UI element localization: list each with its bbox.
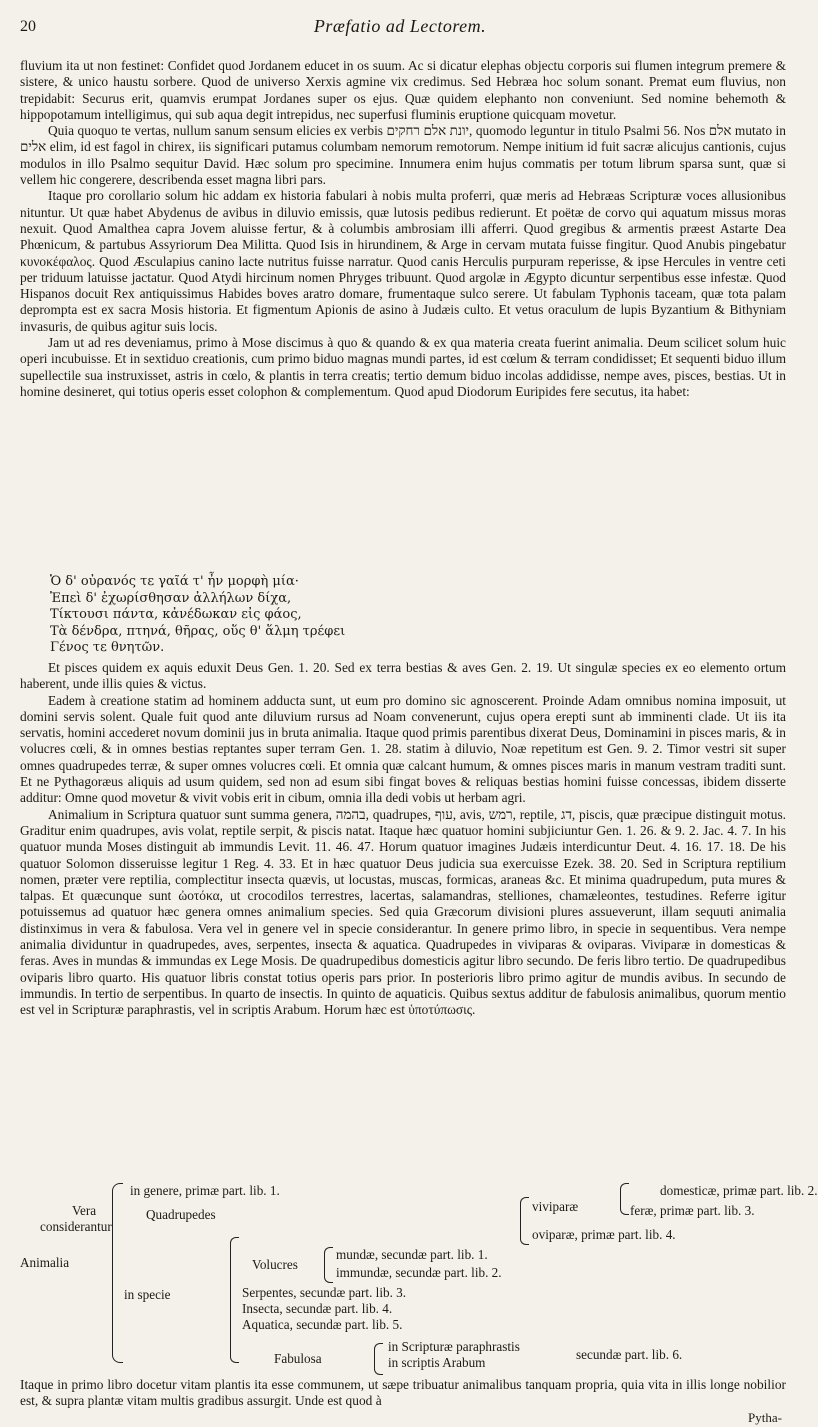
label-in-specie: in specie [124,1287,171,1302]
label-fabulosa: Fabulosa [274,1351,322,1366]
classification-scheme [20,1183,818,1373]
label-volucres: Volucres [252,1257,298,1272]
brace-volucres [324,1247,333,1283]
body-text-top [20,58,786,400]
label-considerantur: considerantur [40,1219,112,1234]
paragraph: Animalium in Scriptura quatuor sunt summa genera, בהמה, quadrupes, עוף, avis, רמש, reptile, דג, piscis, quæ præcipue distinguit motus. Graditur enim quadrupes, avis volat, reptile serpit, & piscis natat. Itaque hæc quatuor homini subjiciuntur Gen. 1. 26. & 9. 2. Jac. 4. 7. In his quatuor munda Moses distinguit ab immundis Levit. 11. 46. 47. Horum quatuor imagines Judæis interdicuntur Deut. 4. 16. 17. 18. De his quatuor Solomon disseruisse legitur 1 Reg. 4. 33. Et in hæc quatuor Deus judicia sua exercuisse Ezek. 38. 20. Sed in Scriptura reptilium nomen, præter vere reptilia, complectitur insecta quævis, ut locustas, muscas, formicas, araneas &c. Et minima quadrupedum, puta mures & talpas. Et quæcunque sunt ὠοτόκα, ut crocodilos terrestres, lacertas, salamandras, stelliones, chamæleontes, testudines. Referre igitur potuissemus ad quatuor hæc genera omnes animalium species. Sed quia Græcorum divisioni plures assueverunt, illam sequuti animalia distinximus in vera & fabulosa. Vera vel in genere vel in specie considerantur. In genere primo libro, in specie in sequentibus. Vera nempe animalia dividuntur in quadrupedes, aves, serpentes, insecta & aquatica. Quadrupedes in viviparas & oviparas. Viviparæ in domesticas & feras. Aves in mundas & immundas ex Lege Mosis. De quadrupedibus domesticis agitur libro secundo. De feris libro tertio. De quadrupedibus oviparis libro quarto. His quatuor libris constat totius operis pars prior. In posterioris libro primo agitur de mundis avibus. In secundo de immundis. In tertio de serpentibus. In quarto de insectis. In quinto de aquaticis. Quibus sextus additur de fabulosis animalibus, quorum mentio est vel in Scripturæ paraphrastis, vel in scriptis Arabum. Horum hæc est ὑποτύπωσις. [20,806,787,1018]
paragraph: Et pisces quidem ex aquis eduxit Deus Gen. 1. 20. Sed ex terra bestias & aves Gen. 2. 19. Ut singulæ species ex eo elemento ortum haberent, unde illis quies & victus. [20,660,786,692]
closing-text: Itaque in primo libro docetur vitam plantis ita esse communem, ut sæpe tribuatur animalibus tanquam propria, quia vita in illis longe nobilior est, & supra plantæ vitam multis gradibus assurgit. Unde est quod à [20,1377,786,1409]
paragraph: Itaque pro corollario solum hic addam ex historia fabulari à nobis multa proferri, quæ meris ad Hebræas Scripturæ voces allusionibus nituntur. Ut quæ habet Abydenus de avibus in diluvio emissis, quæ lutosis pedibus redierunt. Et poëtæ de corvo qui aquatum missus moras nexuit. Quod Amalthea capra Jovem aluisse fertur, & à columbis ambrosiam illi afferri. Quod gregibus & armentis præest Astarte Dea Phœnicum, & partubus Assyriorum Dea Militta. Quod Isis in hirundinem, & Arge in cervam mutata fuisse fingitur. Quod Anubis pingebatur κυνοκέφαλος. Quod Æsculapius canino lacte nutritus fuisse narratur. Quod canis Herculis purpuram reperisse, & ipse Hercules in ventre ceti per triduum latuisse jactatur. Quod Atydi hircinum nomen Phryges tribuunt. Quod argolæ in Ægypto dicuntur serpentibus esse infestæ. Quod Hispanos docuit Rex antiquissimus Habides boves aratro domare, frumentaque sulco serere. Ut fabulam Typhonis taceam, quæ tota palam deprompta est ex sacra Mosis historia. Et figmentum Apionis de asino à Judæis culto. Et vetus oraculum de lupis Byzantium & Bithyniam invasuris, de quibus agitur suis locis. [20,188,786,334]
label-in-scripturae: in Scripturæ paraphrastis [388,1339,520,1354]
brace-vivipara [620,1183,629,1215]
label-viviparae: viviparæ [532,1199,579,1214]
greek-line: Γένος τε θνητῶν. [50,640,165,655]
page-number: 20 [20,18,36,35]
label-animalia: Animalia [20,1255,70,1270]
label-in-genere: in genere, primæ part. lib. 1. [130,1183,280,1198]
label-quadrupedes: Quadrupedes [146,1207,216,1222]
paragraph: Jam ut ad res deveniamus, primo à Mose discimus à quo & quando & ex qua materia creata fuerint animalia. Deum scilicet solum huic operi incubuisse. Et in sextiduo creationis, cum primo biduo magnas mundi partes, id est cœlum & terram condidisset; Et sequenti biduo illum supellectile sua instruxisset, astris in cœlo, & plantis in terra creatis; tertio demum biduo incolas addidisse, nempe aves, pisces, bestias. Ut in homine desineret, qui totius operis esset colophon & complementum. Quod apud Diodorum Euripides fere secutus, ita habet: [20,335,786,399]
brace-quadrupedes [520,1197,529,1245]
label-oviparae: oviparæ, primæ part. lib. 4. [532,1227,676,1242]
catchword: Pytha- [748,1410,782,1425]
label-immundae: immundæ, secundæ part. lib. 2. [336,1265,502,1280]
brace-main [112,1183,123,1363]
label-ferae: feræ, primæ part. lib. 3. [630,1203,755,1218]
label-secundae-6: secundæ part. lib. 6. [576,1347,683,1362]
label-in-scriptis: in scriptis Arabum [388,1355,486,1370]
label-aquatica: Aquatica, secundæ part. lib. 5. [242,1317,403,1332]
page-header [18,10,782,34]
paragraph: Quia quoquo te vertas, nullum sanum sensum elicies ex verbis יונת אלם רחקים, quomodo leguntur in titulo Psalmi 56. Nos אלם mutato in אלים elim, id est fagol in chirex, iis significari putamus columbam nemorum remotorum. Nempe initium id fuit sacræ alicujus cantionis, cujus modulos in illo Psalmo sequitur David. Hæc solum pro specimine. Innumera enim hujus commatis per totum librum sparsa sunt, quæ si vellem hic congerere, describenda esset magna libri pars. [20,123,786,188]
greek-quotation [50,574,750,657]
greek-line: Τὰ δένδρα, πτηνά, θῆρας, οὕς θ' ἅλμη τρέφει [50,623,346,639]
closing-paragraph [20,1377,786,1410]
label-serpentes: Serpentes, secundæ part. lib. 3. [242,1285,407,1300]
greek-line: Ὁ δ' οὐρανός τε γαῖά τ' ἦν μορφὴ μία· [50,574,299,589]
brace-in-specie [230,1237,239,1363]
brace-fabulosa [374,1343,383,1375]
label-vera: Vera [72,1203,97,1218]
greek-line: Ἐπεὶ δ' ἐχωρίσθησαν ἀλλήλων δίχα, [50,590,292,606]
label-insecta: Insecta, secundæ part. lib. 4. [242,1301,393,1316]
body-text-bottom [20,660,786,1019]
greek-line: Τίκτουσι πάντα, κἀνέδωκαν εἰς φάος, [50,607,302,622]
label-domesticae: domesticæ, primæ part. lib. 2. [660,1183,818,1198]
label-mundae: mundæ, secundæ part. lib. 1. [336,1247,488,1262]
running-title: Præfatio ad Lectorem. [313,16,487,36]
paragraph: fluvium ita ut non festinet: Confidet quod Jordanem educet in os suum. Ac si dicatur elephas objectu corporis sui flumen integrum premere & sistere, & unico haustu sorbere. Quod de universo Xerxis agmine vix credimus. Sed Hebræa hoc solum sonant. Premat eum fluvius, non trepidabit: Securus erit, quamvis erumpat Jordanes super os ejus. Quæ quidem elephanto non conveniunt. Sed nomine behemoth & hippopotamum intelligimus, qui sub aqua degit intrepidus, nec superfusi fluminis eruptione quicquam movetur. [20,58,786,122]
paragraph: Eadem à creatione statim ad hominem adducta sunt, ut eum pro domino sic agnoscerent. Proinde Adam omnibus nomina imposuit, ut domini servis solent. Quale fuit quod ante diluvium rursus ad Noam convenerunt, cujus opera erepti sunt ab imminenti clade. Ut iis ita servatis, homini accederet novum dominii jus in bruta animalia. Itaque quod primis parentibus dixerat Deus, Dominamini in pisces maris, & in volucres cœli, & in omnes bestias reptantes super terram Gen. 1. 28. statim à diluvio, Noæ repetitum est Gen. 9. 2. Timor vestri sit super omnes quadrupedes terræ, & super omnes volucres cœli. Et omnia quæ calcant humum, & omnes pisces maris in manum vestram traditi sunt. Et ne Pythagoræus aliquis ad usum quidem, sed non ad esum sibi fingat boves & reliquas bestias homini fuisse concessas, ibidem disserte additur: Omne quod movetur & vivit vobis erit in cibum, omnia illa dedi vobis ut herbam agri. [20,692,786,806]
